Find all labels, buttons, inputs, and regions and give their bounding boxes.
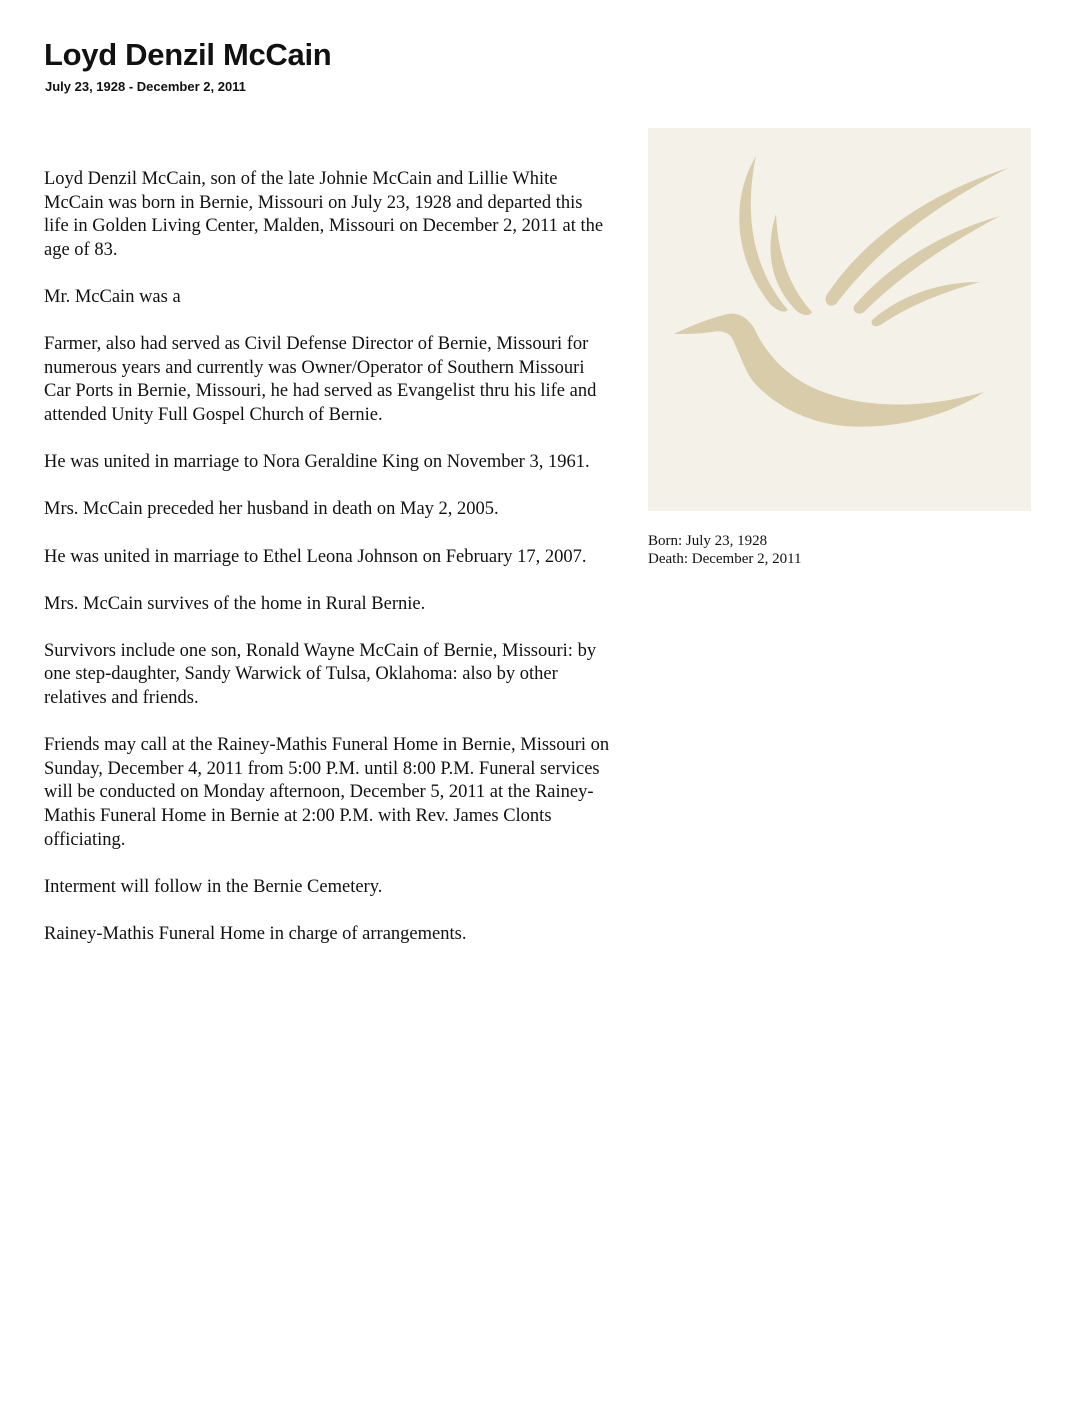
death-date: Death: December 2, 2011 xyxy=(648,551,802,567)
life-dates: July 23, 1928 - December 2, 2011 xyxy=(45,79,246,94)
obituary-body xyxy=(44,168,610,970)
page-title: Loyd Denzil McCain xyxy=(44,37,332,72)
obituary-paragraph: Survivors include one son, Ronald Wayne McCain of Bernie, Missouri: by one step-daughter, Sandy Warwick of Tulsa, Oklahoma: also by other relatives and friends. xyxy=(44,640,597,709)
obituary-paragraph: Loyd Denzil McCain, son of the late Johnie McCain and Lillie White McCain was born in Bernie, Missouri on July 23, 1928 and departed this life in Golden Living Center, Malden, Missouri on December 2, 2011 at the age of 83. xyxy=(44,169,604,260)
memorial-image xyxy=(648,128,1031,511)
life-summary xyxy=(648,532,802,568)
obituary-paragraph: He was united in marriage to Nora Geraldine King on November 3, 1961. xyxy=(44,452,590,473)
obituary-paragraph: He was united in marriage to Ethel Leona Johnson on February 17, 2007. xyxy=(44,546,587,567)
obituary-paragraph: Mrs. McCain survives of the home in Rural Bernie. xyxy=(44,593,426,614)
obituary-paragraph: Rainey-Mathis Funeral Home in charge of arrangements. xyxy=(44,924,467,944)
obituary-paragraph: Farmer, also had served as Civil Defense Director of Bernie, Missouri for numerous years and currently was Owner/Operator of Southern Missouri Car Ports in Bernie, Missouri, he had served as Evangelist thru his life and attended Unity Full Gospel Church of Bernie. xyxy=(44,334,597,425)
obituary-paragraph: Mrs. McCain preceded her husband in death on May 2, 2005. xyxy=(44,499,499,520)
born-date: Born: July 23, 1928 xyxy=(648,533,768,549)
obituary-paragraph: Friends may call at the Rainey-Mathis Funeral Home in Bernie, Missouri on Sunday, December 4, 2011 from 5:00 P.M. until 8:00 P.M. Funeral services will be conducted on Monday afternoon, December 5, 2011 at the Rainey-Mathis Funeral Home in Bernie at 2:00 P.M. with Rev. James Clonts officiating. xyxy=(44,735,610,850)
dove-icon xyxy=(648,128,1031,511)
obituary-paragraph: Interment will follow in the Bernie Cemetery. xyxy=(44,876,383,897)
obituary-paragraph: Mr. McCain was a xyxy=(44,286,181,307)
